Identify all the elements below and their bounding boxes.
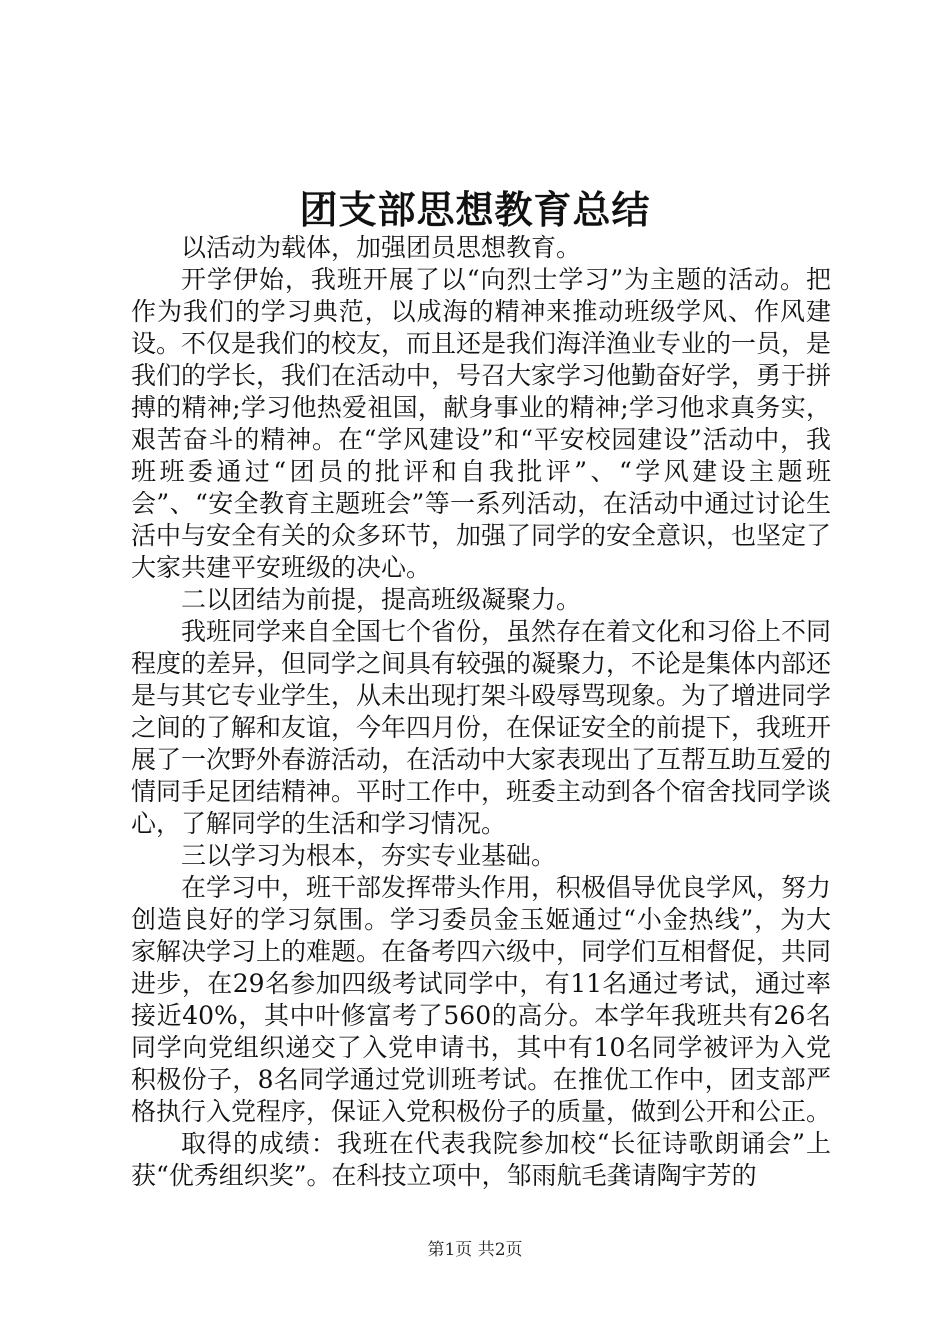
paragraph: 在学习中，班干部发挥带头作用，积极倡导优良学风，努力创造良好的学习氛围。学习委员金玉姬通过“小金热线”，为大家解决学习上的难题。在备考四六级中，同学们互相督促，共同进步，在29名参加四级考试同学中，有11名通过考试，通过率接近40%，其中叶修富考了560的高分。本学年我班共有26名同学向党组织递交了入党申请书，其中有10名同学被评为入党积极份子，8名同学通过党训班考试。在推优工作中，团支部严格执行入党程序，保证入党积极份子的质量，做到公开和公正。 [131, 873, 832, 1126]
document-title: 团支部思想教育总结 [299, 187, 651, 232]
paragraph-heading-3: 三以学习为根本，夯实专业基础。 [181, 841, 557, 870]
paragraph: 开学伊始，我班开展了以“向烈士学习”为主题的活动。把作为我们的学习典范，以成海的精神来推动班级学风、作风建设。不仅是我们的校友，而且还是我们海洋渔业专业的一员，是我们的学长，我们在活动中，号召大家学习他勤奋好学，勇于拼搏的精神;学习他热爱祖国，献身事业的精神;学习他求真务实，艰苦奋斗的精神。在“学风建设”和“平安校园建设”活动中，我班班委通过“团员的批评和自我批评”、“学风建设主题班会”、“安全教育主题班会”等一系列活动，在活动中通过讨论生活中与安全有关的众多环节，加强了同学的安全意识，也坚定了大家共建平安班级的决心。 [131, 265, 832, 582]
paragraph-heading-2: 二以团结为前提，提高班级凝聚力。 [181, 585, 582, 614]
paragraph: 我班同学来自全国七个省份，虽然存在着文化和习俗上不同程度的差异，但同学之间具有较强的凝聚力，不论是集体内部还是与其它专业学生，从未出现打架斗殴辱骂现象。为了增进同学之间的了解和友谊，今年四月份，在保证安全的前提下，我班开展了一次野外春游活动，在活动中大家表现出了互帮互助互爱的情同手足团结精神。平时工作中，班委主动到各个宿舍找同学谈心，了解同学的生活和学习情况。 [131, 617, 832, 838]
page-number-footer: 第1页 共2页 [427, 1240, 523, 1260]
paragraph-heading-1: 以活动为载体，加强团员思想教育。 [181, 233, 582, 262]
document-body [131, 232, 831, 1192]
paragraph: 取得的成绩：我班在代表我院参加校“长征诗歌朗诵会”上获“优秀组织奖”。在科技立项中，邹雨航毛龚请陶宇芳的 [131, 1129, 831, 1190]
